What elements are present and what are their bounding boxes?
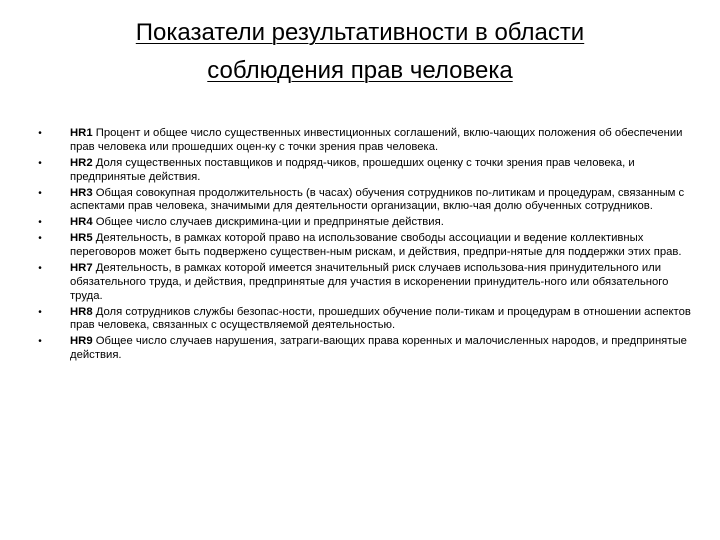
- bullet-icon: •: [38, 217, 42, 229]
- indicator-text: Общее число случаев нарушения, затраги-вающих права коренных и малочисленных народов, и предпринятые действия.: [70, 335, 687, 362]
- indicator-code: HR4: [70, 216, 93, 229]
- indicator-code: HR2: [70, 156, 93, 169]
- indicator-code: HR8: [70, 305, 93, 318]
- indicator-code: HR3: [70, 186, 93, 199]
- bullet-icon: •: [38, 336, 42, 348]
- list-item-hr9: [36, 335, 696, 363]
- indicator-text: Деятельность, в рамках которой имеется значительный риск случаев использова-ния принудительного или обязательного труда, и действия, предпринятые для участия в искоренении принудитель-ного или обязательного труда.: [70, 262, 669, 302]
- indicator-text: Общее число случаев дискримина-ции и предпринятые действия.: [92, 216, 444, 229]
- list-item-hr5: [36, 232, 696, 260]
- indicator-code: HR9: [70, 335, 93, 348]
- indicator-text: Доля существенных поставщиков и подряд-чиков, прошедших оценку с точки зрения прав человека, и предпринятые действия.: [70, 156, 635, 183]
- bullet-icon: •: [38, 263, 42, 275]
- bullet-icon: •: [38, 187, 42, 199]
- slide-title-line-2: соблюдения прав человека: [207, 57, 513, 84]
- indicator-text: Общая совокупная продолжительность (в часах) обучения сотрудников по-литикам и процедурам, связанным с аспектами прав человека, значимыми для деятельности организации, вклю-чая долю обученных сотрудников.: [70, 186, 685, 213]
- indicator-text: Деятельность, в рамках которой право на использование свободы ассоциации и ведение коллективных переговоров может быть подвержено существен-ным рискам, и действия, предпри-нятые для поддержки этих прав.: [70, 232, 682, 259]
- list-item-hr1: [36, 127, 696, 155]
- indicator-list: [36, 127, 696, 365]
- bullet-icon: •: [38, 128, 42, 139]
- bullet-icon: •: [38, 306, 42, 318]
- list-item-hr7: [36, 262, 696, 303]
- slide-title: [40, 14, 680, 90]
- bullet-icon: •: [38, 233, 42, 245]
- slide-title-line-1: Показатели результативности в области: [135, 19, 585, 46]
- list-item-hr3: [36, 187, 696, 215]
- indicator-text: Доля сотрудников службы безопас-ности, прошедших обучение поли-тикам и процедурам в отношении аспектов прав человека, связанных с осуществляемой деятельностью.: [70, 305, 691, 332]
- indicator-code: HR1: [70, 127, 93, 139]
- list-item-hr4: [36, 216, 696, 230]
- indicator-text: Процент и общее число существенных инвестиционных соглашений, вклю-чающих положения об обеспечении прав человека или прошедших оцен-ку с точки зрения прав человека.: [70, 127, 683, 153]
- list-item-hr2: [36, 157, 696, 185]
- bullet-icon: •: [38, 157, 42, 169]
- indicator-code: HR5: [70, 232, 93, 245]
- list-item-hr8: [36, 306, 696, 334]
- indicator-code: HR7: [70, 262, 93, 275]
